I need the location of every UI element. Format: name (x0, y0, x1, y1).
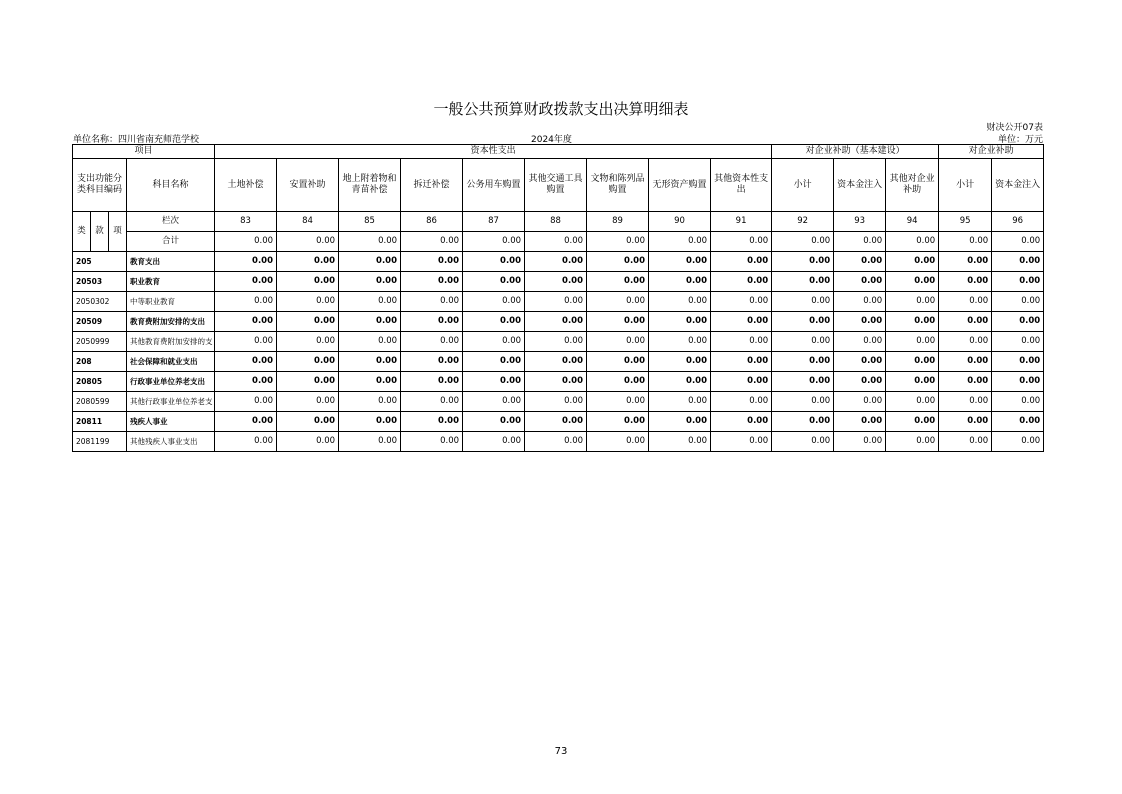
subject-name: 行政事业单位养老支出 (127, 372, 215, 392)
amount-cell: 0.00 (649, 272, 711, 292)
item-header: 项目 (73, 145, 215, 159)
amount-cell: 0.00 (339, 332, 401, 352)
organization-name: 单位名称：四川省南充师范学校 (73, 135, 200, 145)
amount-cell: 0.00 (772, 252, 834, 272)
amount-cell: 0.00 (939, 252, 992, 272)
column-header: 资本金注入 (834, 159, 886, 212)
amount-cell: 0.00 (834, 352, 886, 372)
amount-cell: 0.00 (463, 252, 525, 272)
amount-cell: 0.00 (339, 412, 401, 432)
amount-cell: 0.00 (711, 412, 772, 432)
amount-cell: 0.00 (886, 292, 939, 312)
item-level-header: 项 (109, 212, 127, 252)
total-cell: 0.00 (711, 232, 772, 252)
total-cell: 0.00 (992, 232, 1044, 252)
column-number: 95 (939, 212, 992, 232)
column-number: 89 (587, 212, 649, 232)
amount-cell: 0.00 (939, 332, 992, 352)
function-code: 2050302 (73, 292, 127, 312)
amount-cell: 0.00 (339, 392, 401, 412)
amount-cell: 0.00 (277, 372, 339, 392)
page-number: 73 (554, 746, 568, 757)
subject-name: 中等职业教育 (127, 292, 215, 312)
amount-cell: 0.00 (886, 352, 939, 372)
subject-name: 教育费附加安排的支出 (127, 312, 215, 332)
amount-cell: 0.00 (649, 332, 711, 352)
amount-cell: 0.00 (525, 432, 587, 452)
row-number-label: 栏次 (127, 212, 215, 232)
table-row (73, 252, 1044, 272)
amount-cell: 0.00 (215, 392, 277, 412)
amount-cell: 0.00 (339, 272, 401, 292)
currency-unit: 单位：万元 (997, 135, 1043, 145)
subject-name: 其他残疾人事业支出 (127, 432, 215, 452)
amount-cell: 0.00 (401, 312, 463, 332)
amount-cell: 0.00 (463, 272, 525, 292)
function-code: 2050999 (73, 332, 127, 352)
column-number: 88 (525, 212, 587, 232)
amount-cell: 0.00 (886, 412, 939, 432)
column-header: 其他对企业补助 (886, 159, 939, 212)
amount-cell: 0.00 (886, 372, 939, 392)
function-code: 20811 (73, 412, 127, 432)
column-header: 公务用车购置 (463, 159, 525, 212)
column-header: 地上附着物和青苗补偿 (339, 159, 401, 212)
amount-cell: 0.00 (401, 432, 463, 452)
amount-cell: 0.00 (772, 352, 834, 372)
total-cell: 0.00 (649, 232, 711, 252)
total-cell: 0.00 (463, 232, 525, 252)
amount-cell: 0.00 (992, 412, 1044, 432)
subject-name-header: 科目名称 (127, 159, 215, 212)
column-number: 85 (339, 212, 401, 232)
amount-cell: 0.00 (649, 312, 711, 332)
table-row (73, 292, 1044, 312)
subject-name: 职业教育 (127, 272, 215, 292)
function-code: 20805 (73, 372, 127, 392)
amount-cell: 0.00 (277, 352, 339, 372)
amount-cell: 0.00 (587, 372, 649, 392)
amount-cell: 0.00 (277, 332, 339, 352)
column-number: 86 (401, 212, 463, 232)
amount-cell: 0.00 (939, 292, 992, 312)
amount-cell: 0.00 (772, 412, 834, 432)
column-header: 安置补助 (277, 159, 339, 212)
amount-cell: 0.00 (401, 352, 463, 372)
amount-cell: 0.00 (401, 272, 463, 292)
amount-cell: 0.00 (525, 252, 587, 272)
amount-cell: 0.00 (525, 412, 587, 432)
amount-cell: 0.00 (772, 392, 834, 412)
amount-cell: 0.00 (525, 392, 587, 412)
amount-cell: 0.00 (834, 372, 886, 392)
amount-cell: 0.00 (711, 292, 772, 312)
amount-cell: 0.00 (215, 292, 277, 312)
amount-cell: 0.00 (939, 272, 992, 292)
amount-cell: 0.00 (463, 292, 525, 312)
table-row (73, 272, 1044, 292)
column-number: 96 (992, 212, 1044, 232)
amount-cell: 0.00 (525, 332, 587, 352)
amount-cell: 0.00 (215, 332, 277, 352)
column-number: 90 (649, 212, 711, 232)
amount-cell: 0.00 (277, 292, 339, 312)
table-row (73, 392, 1044, 412)
amount-cell: 0.00 (587, 252, 649, 272)
column-header: 资本金注入 (992, 159, 1044, 212)
table-row (73, 432, 1044, 452)
amount-cell: 0.00 (886, 312, 939, 332)
column-header: 拆迁补偿 (401, 159, 463, 212)
amount-cell: 0.00 (886, 392, 939, 412)
amount-cell: 0.00 (711, 392, 772, 412)
amount-cell: 0.00 (463, 312, 525, 332)
subject-name: 社会保障和就业支出 (127, 352, 215, 372)
column-header: 小计 (939, 159, 992, 212)
amount-cell: 0.00 (277, 312, 339, 332)
amount-cell: 0.00 (215, 352, 277, 372)
amount-cell: 0.00 (939, 372, 992, 392)
amount-cell: 0.00 (587, 352, 649, 372)
amount-cell: 0.00 (772, 312, 834, 332)
amount-cell: 0.00 (401, 292, 463, 312)
total-cell: 0.00 (834, 232, 886, 252)
amount-cell: 0.00 (463, 372, 525, 392)
amount-cell: 0.00 (401, 372, 463, 392)
column-number: 91 (711, 212, 772, 232)
amount-cell: 0.00 (463, 332, 525, 352)
amount-cell: 0.00 (649, 252, 711, 272)
total-cell: 0.00 (277, 232, 339, 252)
column-number: 92 (772, 212, 834, 232)
amount-cell: 0.00 (992, 432, 1044, 452)
amount-cell: 0.00 (215, 432, 277, 452)
column-number: 93 (834, 212, 886, 232)
amount-cell: 0.00 (649, 392, 711, 412)
amount-cell: 0.00 (992, 372, 1044, 392)
amount-cell: 0.00 (886, 252, 939, 272)
total-cell: 0.00 (886, 232, 939, 252)
table-row (73, 352, 1044, 372)
enterprise-subsidy-header: 对企业补助 (939, 145, 1044, 159)
total-cell: 0.00 (587, 232, 649, 252)
amount-cell: 0.00 (834, 272, 886, 292)
amount-cell: 0.00 (215, 252, 277, 272)
amount-cell: 0.00 (339, 352, 401, 372)
column-header: 其他交通工具购置 (525, 159, 587, 212)
column-number: 94 (886, 212, 939, 232)
function-code: 2080599 (73, 392, 127, 412)
amount-cell: 0.00 (772, 432, 834, 452)
amount-cell: 0.00 (277, 392, 339, 412)
amount-cell: 0.00 (992, 392, 1044, 412)
total-cell: 0.00 (215, 232, 277, 252)
amount-cell: 0.00 (834, 392, 886, 412)
amount-cell: 0.00 (587, 312, 649, 332)
amount-cell: 0.00 (587, 432, 649, 452)
amount-cell: 0.00 (401, 412, 463, 432)
amount-cell: 0.00 (463, 352, 525, 372)
column-header: 其他资本性支出 (711, 159, 772, 212)
amount-cell: 0.00 (277, 272, 339, 292)
amount-cell: 0.00 (711, 252, 772, 272)
amount-cell: 0.00 (834, 312, 886, 332)
capital-expenditure-header: 资本性支出 (215, 145, 772, 159)
amount-cell: 0.00 (772, 372, 834, 392)
amount-cell: 0.00 (834, 432, 886, 452)
amount-cell: 0.00 (587, 392, 649, 412)
amount-cell: 0.00 (463, 412, 525, 432)
total-cell: 0.00 (401, 232, 463, 252)
amount-cell: 0.00 (992, 312, 1044, 332)
amount-cell: 0.00 (649, 292, 711, 312)
total-cell: 0.00 (339, 232, 401, 252)
amount-cell: 0.00 (525, 312, 587, 332)
amount-cell: 0.00 (939, 392, 992, 412)
amount-cell: 0.00 (886, 272, 939, 292)
amount-cell: 0.00 (215, 312, 277, 332)
amount-cell: 0.00 (711, 352, 772, 372)
amount-cell: 0.00 (587, 272, 649, 292)
amount-cell: 0.00 (401, 332, 463, 352)
subject-name: 其他行政事业单位养老支 (127, 392, 215, 412)
amount-cell: 0.00 (339, 292, 401, 312)
column-number: 84 (277, 212, 339, 232)
amount-cell: 0.00 (587, 292, 649, 312)
amount-cell: 0.00 (939, 352, 992, 372)
table-row (73, 372, 1044, 392)
column-header: 无形资产购置 (649, 159, 711, 212)
amount-cell: 0.00 (401, 392, 463, 412)
amount-cell: 0.00 (215, 272, 277, 292)
amount-cell: 0.00 (992, 272, 1044, 292)
amount-cell: 0.00 (772, 272, 834, 292)
total-label: 合计 (127, 232, 215, 252)
expenditure-table (72, 144, 1044, 452)
amount-cell: 0.00 (277, 252, 339, 272)
function-code: 208 (73, 352, 127, 372)
amount-cell: 0.00 (649, 352, 711, 372)
function-code: 205 (73, 252, 127, 272)
amount-cell: 0.00 (215, 412, 277, 432)
function-code: 2081199 (73, 432, 127, 452)
function-code-header: 支出功能分类科目编码 (73, 159, 127, 212)
amount-cell: 0.00 (711, 312, 772, 332)
amount-cell: 0.00 (463, 432, 525, 452)
amount-cell: 0.00 (939, 412, 992, 432)
column-header: 小计 (772, 159, 834, 212)
amount-cell: 0.00 (886, 332, 939, 352)
enterprise-capital-subsidy-header: 对企业补助（基本建设） (772, 145, 939, 159)
column-number: 87 (463, 212, 525, 232)
amount-cell: 0.00 (587, 332, 649, 352)
amount-cell: 0.00 (463, 392, 525, 412)
amount-cell: 0.00 (277, 432, 339, 452)
total-cell: 0.00 (939, 232, 992, 252)
page-title: 一般公共预算财政拨款支出决算明细表 (433, 100, 689, 118)
subject-name: 残疾人事业 (127, 412, 215, 432)
amount-cell: 0.00 (525, 352, 587, 372)
form-number: 财决公开07表 (986, 123, 1043, 133)
amount-cell: 0.00 (649, 372, 711, 392)
amount-cell: 0.00 (834, 252, 886, 272)
amount-cell: 0.00 (939, 312, 992, 332)
amount-cell: 0.00 (772, 292, 834, 312)
amount-cell: 0.00 (711, 372, 772, 392)
amount-cell: 0.00 (992, 292, 1044, 312)
amount-cell: 0.00 (339, 252, 401, 272)
amount-cell: 0.00 (339, 312, 401, 332)
section-header: 款 (91, 212, 109, 252)
amount-cell: 0.00 (649, 432, 711, 452)
amount-cell: 0.00 (992, 252, 1044, 272)
amount-cell: 0.00 (525, 372, 587, 392)
fiscal-year: 2024年度 (531, 135, 572, 145)
amount-cell: 0.00 (711, 332, 772, 352)
amount-cell: 0.00 (834, 332, 886, 352)
amount-cell: 0.00 (525, 272, 587, 292)
column-header: 土地补偿 (215, 159, 277, 212)
column-header: 文物和陈列品购置 (587, 159, 649, 212)
table-row (73, 412, 1044, 432)
report-info-row (73, 132, 1043, 144)
amount-cell: 0.00 (711, 432, 772, 452)
function-code: 20503 (73, 272, 127, 292)
amount-cell: 0.00 (339, 372, 401, 392)
amount-cell: 0.00 (587, 412, 649, 432)
amount-cell: 0.00 (939, 432, 992, 452)
amount-cell: 0.00 (992, 332, 1044, 352)
amount-cell: 0.00 (711, 272, 772, 292)
amount-cell: 0.00 (834, 412, 886, 432)
subject-name: 其他教育费附加安排的支 (127, 332, 215, 352)
amount-cell: 0.00 (886, 432, 939, 452)
table-row (73, 332, 1044, 352)
amount-cell: 0.00 (401, 252, 463, 272)
category-header: 类 (73, 212, 91, 252)
amount-cell: 0.00 (277, 412, 339, 432)
subject-name: 教育支出 (127, 252, 215, 272)
function-code: 20509 (73, 312, 127, 332)
column-number: 83 (215, 212, 277, 232)
total-cell: 0.00 (772, 232, 834, 252)
amount-cell: 0.00 (992, 352, 1044, 372)
amount-cell: 0.00 (215, 372, 277, 392)
amount-cell: 0.00 (525, 292, 587, 312)
amount-cell: 0.00 (649, 412, 711, 432)
total-cell: 0.00 (525, 232, 587, 252)
table-row (73, 312, 1044, 332)
amount-cell: 0.00 (772, 332, 834, 352)
amount-cell: 0.00 (339, 432, 401, 452)
amount-cell: 0.00 (834, 292, 886, 312)
